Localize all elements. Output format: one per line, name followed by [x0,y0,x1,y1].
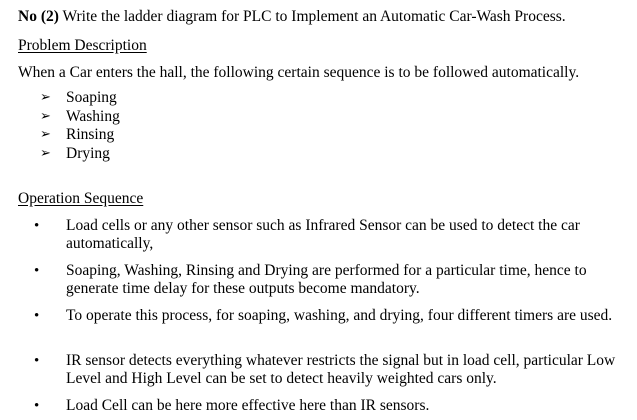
list-item [40,145,120,164]
step-label: Washing [66,107,120,125]
question-text: Write the ladder diagram for PLC to Implement an Automatic Car-Wash Process. [58,8,566,25]
arrow-bullet-icon: ➢ [40,145,51,161]
bullet-dot-icon: • [34,398,40,414]
operation-item-text: IR sensor detects everything whatever restricts the signal but in load cell, particular Low Level and High Level can be set to detect heavily weighted cars only. [66,352,616,387]
arrow-bullet-icon: ➢ [40,127,51,142]
list-item [40,89,120,108]
step-label: Soaping [66,89,117,106]
bullet-dot-icon: • [34,263,40,279]
question-number: No (2) [18,8,59,25]
list-item [40,108,120,127]
operation-item-text: Load Cell can be here more effective here than IR sensors. [66,397,430,414]
bullet-dot-icon: • [34,308,40,324]
operation-sequence-heading: Operation Sequence [18,190,144,207]
operation-item-text: Load cells or any other sensor such as Infrared Sensor can be used to detect the car automatically, [66,217,580,252]
step-label: Drying [66,144,110,162]
bullet-dot-icon: • [34,218,40,234]
arrow-bullet-icon: ➢ [40,90,51,105]
arrow-bullet-icon: ➢ [40,108,51,124]
list-item [40,126,120,145]
operation-item-text: To operate this process, for soaping, washing, and drying, four different timers are used. [66,307,613,324]
operation-item-text: Soaping, Washing, Rinsing and Drying are performed for a particular time, hence to generate time delay for these outputs become mandatory. [66,262,587,297]
problem-intro-text: When a Car enters the hall, the following certain sequence is to be followed automatically. [18,64,580,81]
process-steps-list [40,89,120,163]
problem-description-heading: Problem Description [18,37,147,54]
question-title [18,8,566,26]
bullet-dot-icon: • [34,353,40,369]
step-label: Rinsing [66,126,115,143]
